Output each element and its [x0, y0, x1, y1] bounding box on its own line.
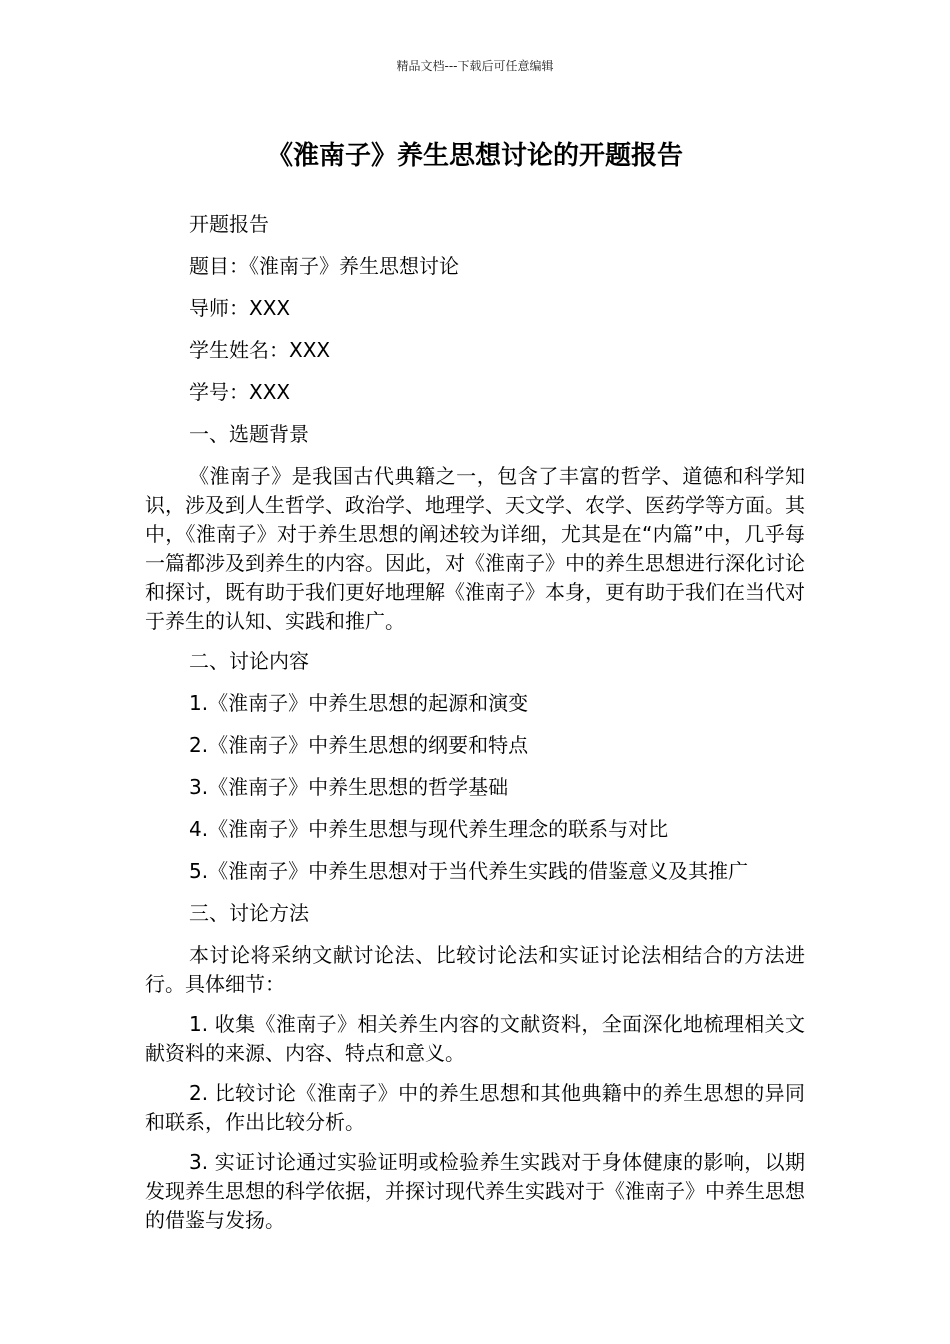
content-item-1: 1.《淮南子》中养生思想的起源和演变	[189, 691, 529, 715]
content-item-4: 4.《淮南子》中养生思想与现代养生理念的联系与对比	[189, 817, 669, 841]
section-heading-method: 三、讨论方法	[189, 901, 309, 925]
section-heading-content: 二、讨论内容	[189, 649, 309, 673]
content-item-2: 2.《淮南子》中养生思想的纲要和特点	[189, 733, 529, 757]
section-heading-background: 一、选题背景	[189, 422, 309, 446]
report-label: 开题报告	[189, 212, 269, 236]
method-item-3: 3. 实证讨论通过实验证明或检验养生实践对于身体健康的影响，以期发现养生思想的科学依据，并探讨现代养生实践对于《淮南子》中养生思想的借鉴与发扬。	[145, 1150, 805, 1232]
topic-line: 题目：《淮南子》养生思想讨论	[189, 254, 459, 278]
method-item-2: 2. 比较讨论《淮南子》中的养生思想和其他典籍中的养生思想的异同和联系，作出比较分析。	[145, 1081, 805, 1134]
student-name-line: 学生姓名：XXX	[189, 338, 331, 362]
advisor-line: 导师：XXX	[189, 296, 291, 320]
method-intro-paragraph: 本讨论将采纳文献讨论法、比较讨论法和实证讨论法相结合的方法进行。具体细节：	[145, 943, 805, 996]
content-item-5: 5.《淮南子》中养生思想对于当代养生实践的借鉴意义及其推广	[189, 859, 749, 883]
content-item-3: 3.《淮南子》中养生思想的哲学基础	[189, 775, 509, 799]
background-paragraph: 《淮南子》是我国古代典籍之一，包含了丰富的哲学、道德和科学知识，涉及到人生哲学、政治学、地理学、天文学、农学、医药学等方面。其中，《淮南子》对于养生思想的阐述较为详细，尤其是在“内篇”中，几乎每一篇都涉及到养生的内容。因此，对《淮南子》中的养生思想进行深化讨论和探讨，既有助于我们更好地理解《淮南子》本身，更有助于我们在当代对于养生的认知、实践和推广。	[145, 464, 805, 633]
method-item-1: 1. 收集《淮南子》相关养生内容的文献资料，全面深化地梳理相关文献资料的来源、内容、特点和意义。	[145, 1012, 805, 1065]
document-title: 《淮南子》养生思想讨论的开题报告	[266, 141, 683, 171]
document-body	[145, 210, 805, 1246]
header-note: 精品文档---下载后可任意编辑	[396, 59, 554, 73]
student-id-line: 学号：XXX	[189, 380, 291, 404]
